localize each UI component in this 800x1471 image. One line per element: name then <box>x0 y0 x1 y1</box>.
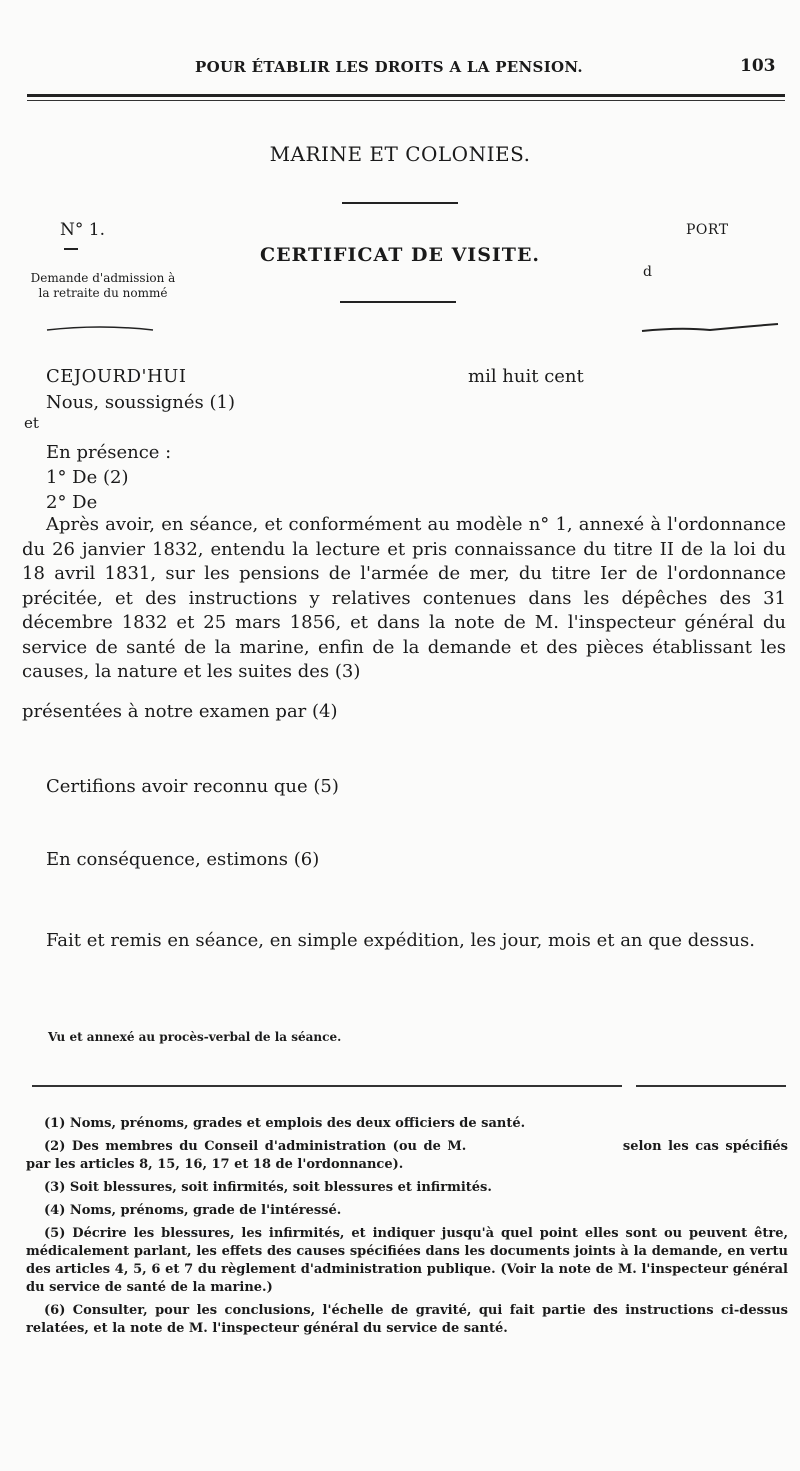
fait-paragraph: Fait et remis en séance, en simple expédition, les jour, mois et an que dessus. <box>46 930 755 951</box>
footnote-1: (1) Noms, prénoms, grades et emplois des deux officiers de santé. <box>44 1116 526 1131</box>
consequence-line: En conséquence, estimons (6) <box>46 849 320 870</box>
ministry-rule <box>342 202 458 204</box>
right-flourish <box>640 322 780 336</box>
footnote-rule-left <box>32 1085 622 1087</box>
form-number: N° 1. <box>60 220 105 240</box>
page-number: 103 <box>740 56 776 76</box>
mil-huit-cent: mil huit cent <box>468 366 584 387</box>
header-rule-thick <box>27 94 785 97</box>
cejourdhui-line: CEJOURD'HUI <box>46 366 187 387</box>
nous-soussignes: Nous, soussignés (1) <box>46 392 235 413</box>
title-rule <box>340 301 456 303</box>
certifions-line: Certifions avoir reconnu que (5) <box>46 776 339 797</box>
port-label: PORT <box>686 222 729 238</box>
footnote-4: (4) Noms, prénoms, grade de l'intéressé. <box>44 1203 342 1218</box>
footnote-3: (3) Soit blessures, soit infirmités, soit blessures et infirmités. <box>44 1180 492 1195</box>
footnote-2-part-a: (2) Des membres du Conseil d'administration (ou de M. <box>44 1139 467 1154</box>
vu-annexe: Vu et annexé au procès-verbal de la séance. <box>48 1030 342 1044</box>
footnote-rule-right <box>636 1085 786 1087</box>
footnote-2 <box>26 1138 788 1174</box>
main-paragraph-end: présentées à notre examen par (4) <box>22 701 338 722</box>
presence-item-2: 2° De <box>46 492 98 513</box>
ministry-heading: MARINE ET COLONIES. <box>269 142 531 166</box>
et-line: et <box>24 414 39 432</box>
running-title: POUR ÉTABLIR LES DROITS A LA PENSION. <box>195 58 583 76</box>
footnote-6: (6) Consulter, pour les conclusions, l'échelle de gravité, qui fait partie des instructions ci-dessus relatées, et la note de M. l'inspecteur général du service de santé. <box>26 1303 788 1336</box>
main-paragraph: Après avoir, en séance, et conformément au modèle n° 1, annexé à l'ordonnance du 26 janvier 1832, entendu la lecture et pris connaissance du titre II de la loi du 18 avril 1831, sur les pensions de l'armée de mer, du titre Ier de l'ordonnance précitée, et des instructions y relatives contenues dans les dépêches des 31 décembre 1832 et 25 mars 1856, et dans la note de M. l'inspecteur général du service de santé de la marine, enfin de la demande et des pièces établissant les causes, la nature et les suites des (3) <box>22 514 786 682</box>
footnote-2-part-b: selon les cas spécifiés par les articles 8, 15, 16, 17 et 18 de l'ordonnance). <box>26 1139 788 1172</box>
port-d: d <box>643 264 652 280</box>
footnote-5: (5) Décrire les blessures, les infirmités, et indiquer jusqu'à quel point elles sont ou peuvent être, médicalement parlant, les effets des causes spécifiées dans les documents joints à la demande, en vertu des articles 4, 5, 6 et 7 du règlement d'administration publique. (Voir la note de M. l'inspecteur général du service de santé de la marine.) <box>26 1226 788 1295</box>
left-flourish <box>45 322 155 336</box>
side-note: Demande d'admission à la retraite du nommé <box>30 271 176 300</box>
presence-item-1: 1° De (2) <box>46 467 129 488</box>
footnotes <box>26 1115 788 1343</box>
header-rule-thin <box>27 100 785 101</box>
en-presence: En présence : <box>46 442 172 463</box>
certificate-title: CERTIFICAT DE VISITE. <box>259 244 541 266</box>
